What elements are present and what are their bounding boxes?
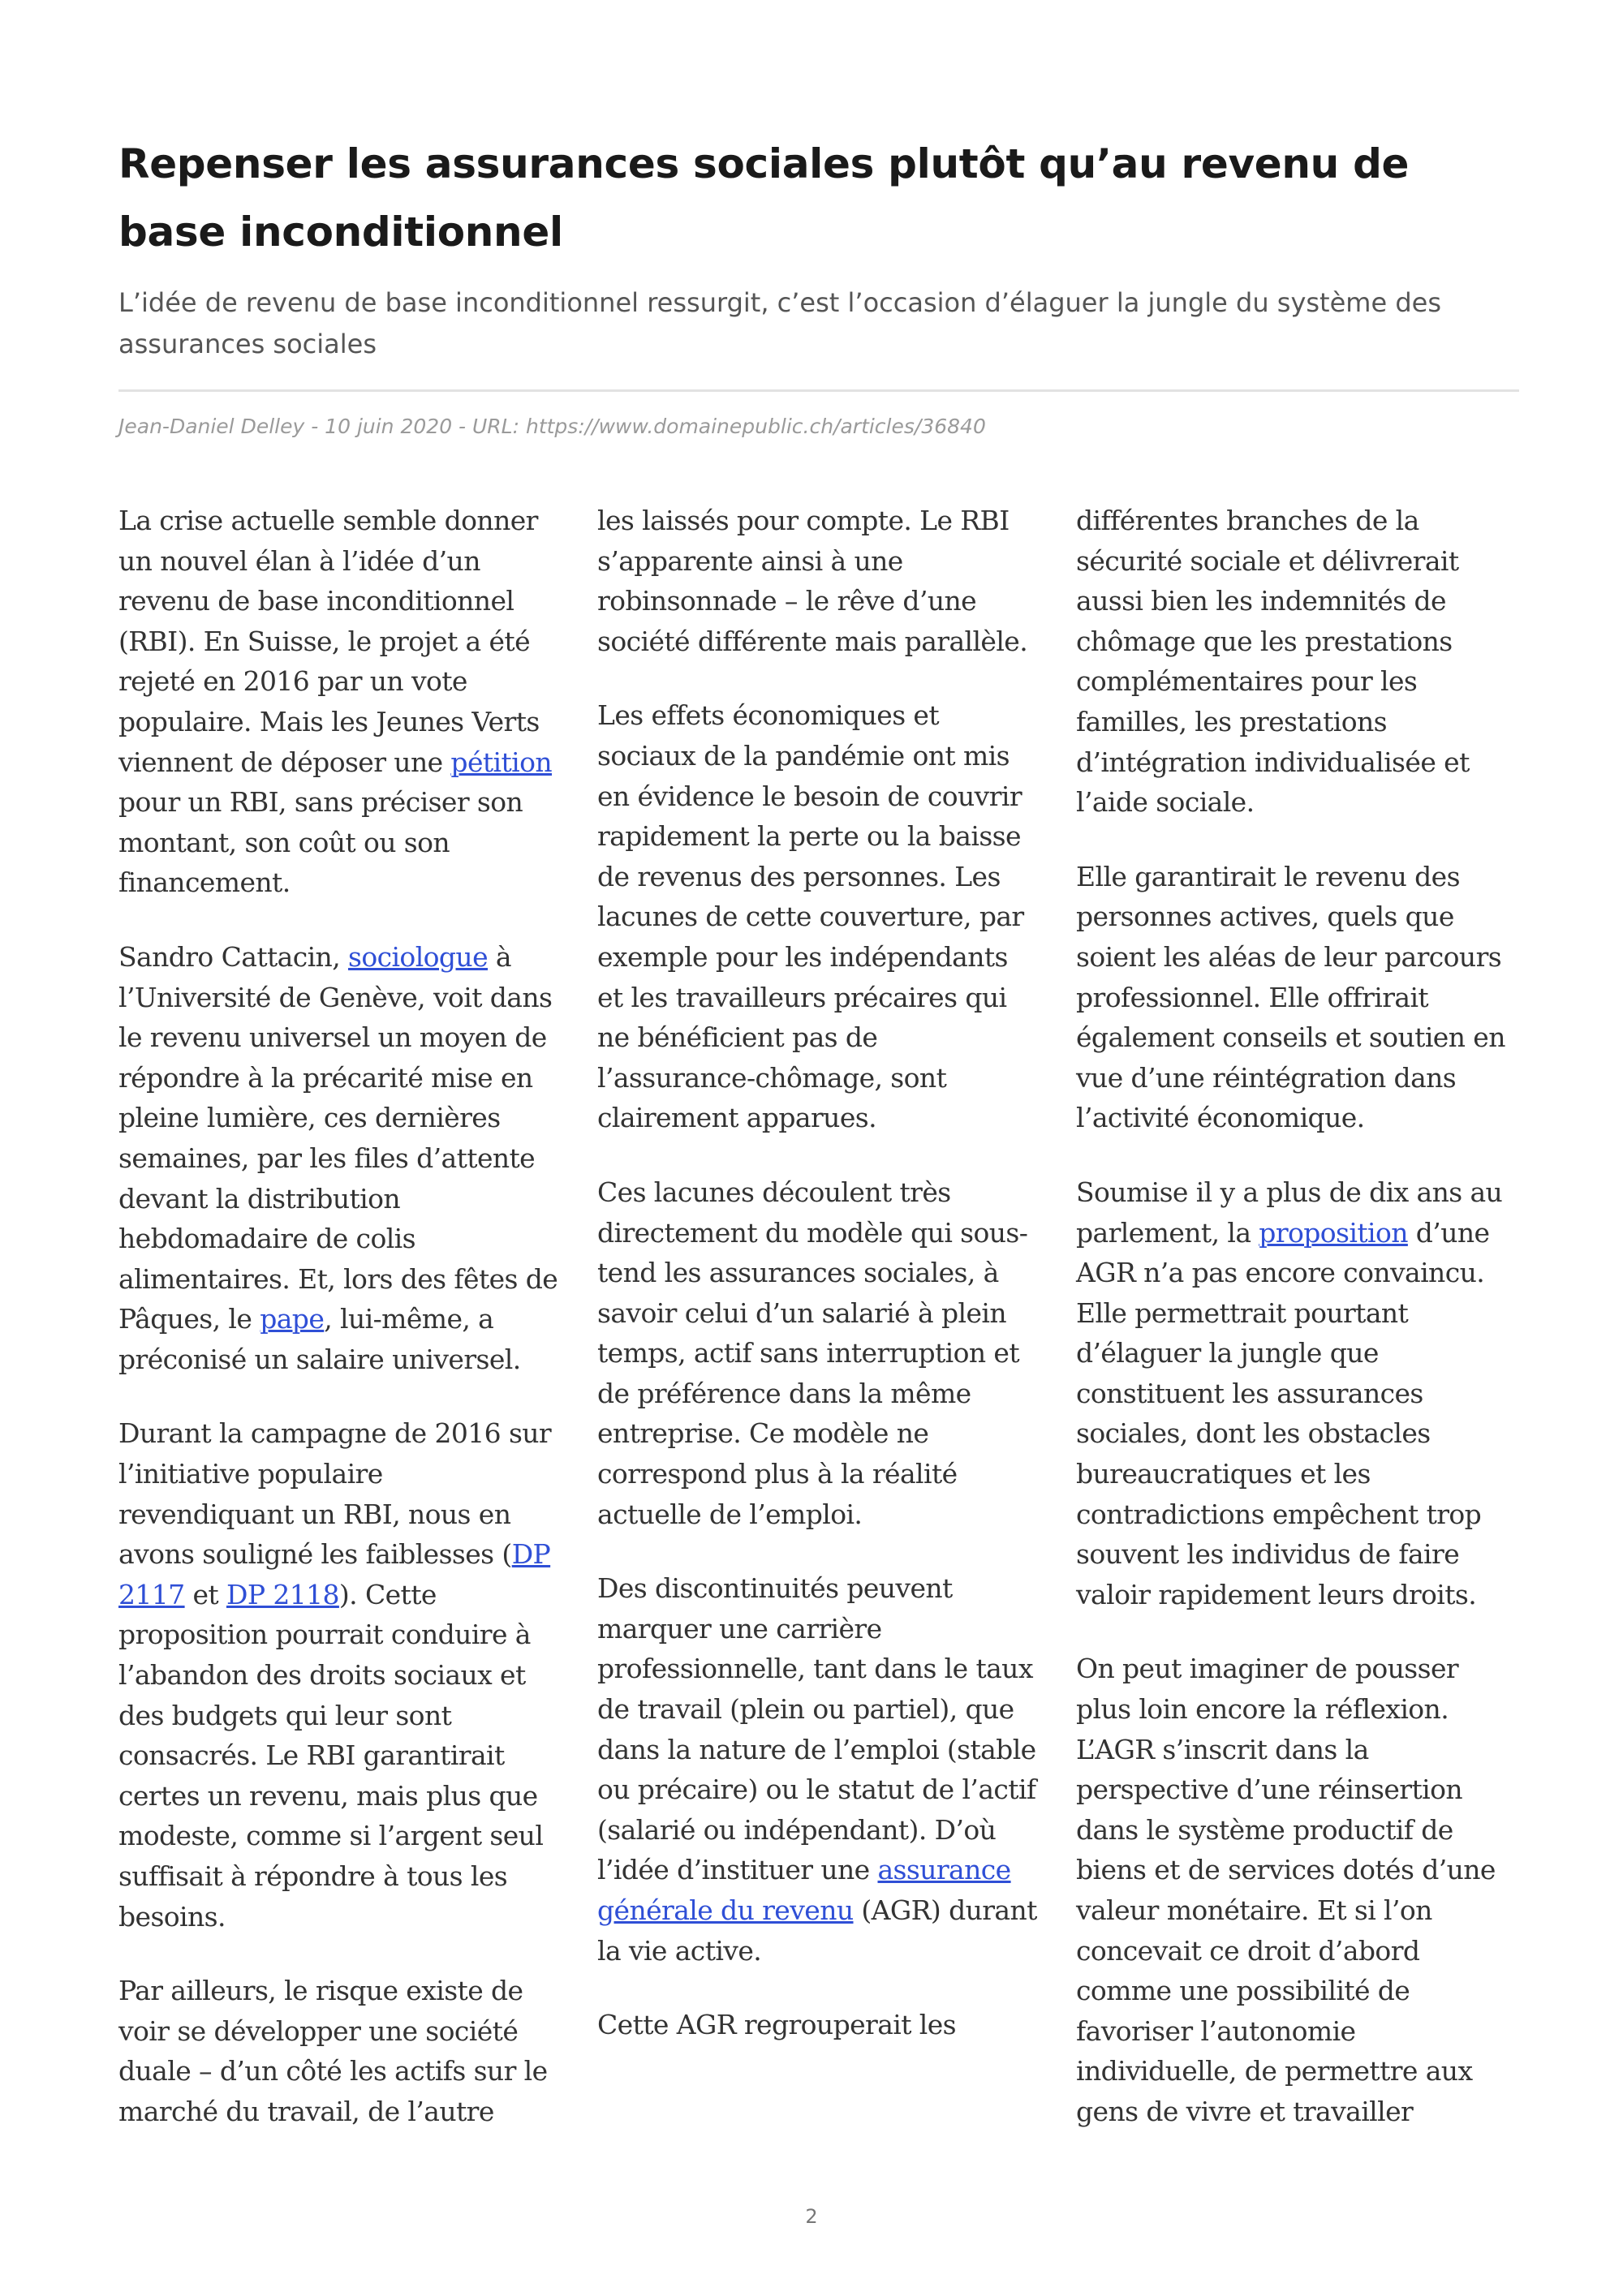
column-3	[1076, 501, 1519, 2172]
paragraph: Par ailleurs, le risque existe de voir se développer une société duale – d’un côté les actifs sur le marché du travail, de l’autre	[118, 1975, 548, 2127]
article-header	[118, 130, 1519, 441]
paragraph: Des discontinuités peuvent marquer une carrière professionnelle, tant dans le taux de travail (plein ou partiel), que dans la nature de l’emploi (stable ou précaire) ou le statut de l’actif (salarié ou indépendant). D’où l’idée d’instituer une assurance générale du revenu (AGR) durant la vie active.	[597, 1572, 1037, 1967]
paragraph: La crise actuelle semble donner un nouvel élan à l’idée d’un revenu de base inconditionnel (RBI). En Suisse, le projet a été rejeté en 2016 par un vote populaire. Mais les Jeunes Verts viennent de déposer une pétition pour un RBI, sans préciser son montant, son coût ou son financement.	[118, 505, 553, 899]
article-title: Repenser les assurances sociales plutôt qu’au revenu de base inconditionnel	[118, 140, 1410, 256]
dp-2117-link[interactable]: DP 2117	[118, 1538, 551, 1610]
proposition-link[interactable]: proposition	[1259, 1216, 1408, 1249]
paragraph: Sandro Cattacin, sociologue à l’Université de Genève, voit dans le revenu universel un moyen de répondre à la précarité mise en pleine lumière, ces dernières semaines, par les files d’attente devant la distribution hebdomadaire de colis alimentaires. Et, lors des fêtes de Pâques, le pape, lui-même, a préconisé un salaire universel.	[118, 940, 558, 1375]
paragraph: différentes branches de la sécurité sociale et délivrerait aussi bien les indemnités de chômage que les prestations complémentaires pour les familles, les prestations d’intégration individualisée et l’aide sociale.	[1076, 505, 1470, 819]
dp-2118-link[interactable]: DP 2118	[226, 1578, 339, 1610]
paragraph: Elle garantirait le revenu des personnes actives, quels que soient les aléas de leur parcours professionnel. Elle offrirait également conseils et soutien en vue d’une réintégration dans l’activité économique.	[1076, 860, 1505, 1134]
paragraph: Soumise il y a plus de dix ans au parlement, la proposition d’une AGR n’a pas encore convaincu. Elle permettrait pourtant d’élaguer la jungle que constituent les assurances sociales, dont les obstacles bureaucratiques et les contradictions empêchent trop souvent les individus de faire valoir rapidement leurs droits.	[1076, 1176, 1503, 1610]
paragraph: Cette AGR regrouperait les	[597, 2009, 957, 2041]
petition-link[interactable]: pétition	[450, 746, 553, 778]
paragraph: Les effets économiques et sociaux de la pandémie ont mis en évidence le besoin de couvrir rapidement la perte ou la baisse de revenus des personnes. Les lacunes de cette couverture, par exemple pour les indépendants et les travailleurs précaires qui ne bénéficient pas de l’assurance-chômage, sont clairement apparues.	[597, 699, 1024, 1134]
paragraph: Ces lacunes découlent très directement du modèle qui sous-tend les assurances sociales, à savoir celui d’un salarié à plein temps, actif sans interruption et de préférence dans la même entreprise. Ce modèle ne correspond plus à la réalité actuelle de l’emploi.	[597, 1176, 1028, 1530]
sociologue-link[interactable]: sociologue	[347, 940, 489, 973]
pape-link[interactable]: pape	[260, 1303, 325, 1335]
paragraph: Durant la campagne de 2016 sur l’initiative populaire revendiquant un RBI, nous en avons souligné les faiblesses (DP 2117 et DP 2118). Cette proposition pourrait conduire à l’abandon des droits sociaux et des budgets qui leur sont consacrés. Le RBI garantirait certes un revenu, mais plus que modeste, comme si l’argent seul suffisait à répondre à tous les besoins.	[118, 1417, 552, 1933]
article-body	[118, 501, 1519, 2172]
paragraph: On peut imaginer de pousser plus loin encore la réflexion. L’AGR s’inscrit dans la perspective d’une réinsertion dans le système productif de biens et de services dotés d’une valeur monétaire. Et si l’on concevait ce droit d’abord comme une possibilité de favoriser l’autonomie individuelle, de permettre aux gens de vivre et travailler	[1076, 1653, 1496, 2127]
page-number: 2	[805, 2205, 818, 2228]
paragraph: les laissés pour compte. Le RBI s’apparente ainsi à une robinsonnade – le rêve d’une société différente mais parallèle.	[597, 505, 1028, 657]
column-1	[118, 501, 562, 2172]
article-meta: Jean-Daniel Delley - 10 juin 2020 - URL: https://www.domainepublic.ch/articles/36840	[118, 415, 986, 438]
article-subtitle: L’idée de revenu de base inconditionnel ressurgit, c’est l’occasion d’élaguer la jungle du système des assurances sociales	[118, 287, 1441, 359]
header-divider	[118, 389, 1519, 392]
column-2	[597, 501, 1040, 2172]
assurance-generale-link[interactable]: assurance générale du revenu	[597, 1854, 1011, 1926]
